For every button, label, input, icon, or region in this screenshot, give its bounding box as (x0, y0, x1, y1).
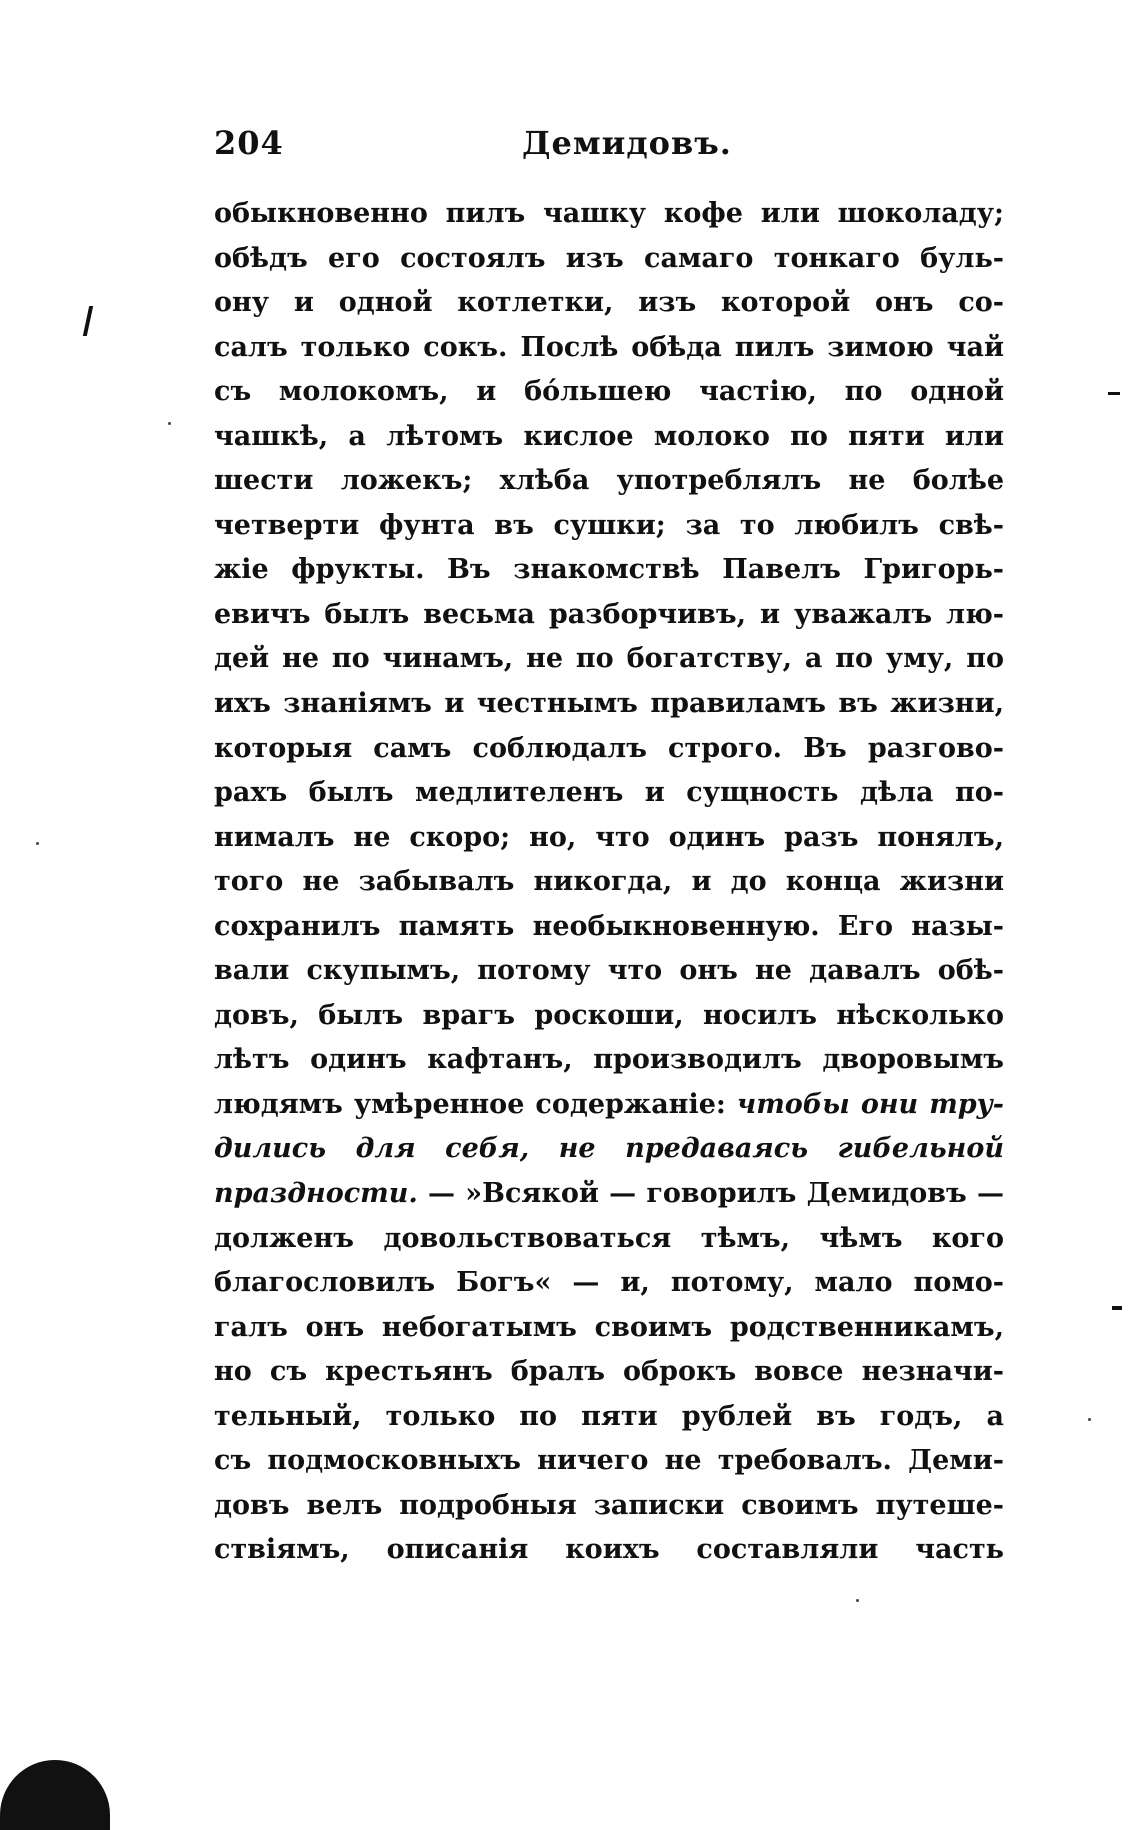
text-line: рахъ былъ медлителенъ и сущность дѣла по- (214, 777, 1004, 809)
text-line: съ молокомъ, и бóльшею частію, по одной (214, 376, 1004, 408)
text-line: жіе фрукты. Въ знакомствѣ Павелъ Григорь- (214, 554, 1004, 586)
text-line: довъ велъ подробныя записки своимъ путеше- (214, 1489, 1004, 1521)
text-line: галъ онъ небогатымъ своимъ родственникамъ, (214, 1311, 1004, 1343)
text-line: салъ только сокъ. Послѣ обѣда пилъ зимою чай (214, 331, 1004, 363)
text-line-mixed (214, 1083, 1004, 1128)
text-line: евичъ былъ весьма разборчивъ, и уважалъ лю- (214, 598, 1004, 630)
page-number: 204 (214, 124, 284, 162)
scan-speck (168, 422, 171, 425)
text-line: тельный, только по пяти рублей въ годъ, а (214, 1400, 1004, 1432)
text-line: дей не по чинамъ, не по богатству, а по уму, по (214, 643, 1004, 675)
scan-speck (1088, 1418, 1091, 1421)
text-segment: — »Всякой — говорилъ Демидовъ — (417, 1178, 1004, 1210)
text-line: долженъ довольствоваться тѣмъ, чѣмъ кого (214, 1222, 1004, 1254)
scan-corner-shadow (0, 1760, 110, 1830)
text-line: нималъ не скоро; но, что одинъ разъ понялъ, (214, 821, 1004, 853)
text-segment: людямъ умѣренное содержаніе: (214, 1088, 726, 1120)
body-text (214, 192, 1004, 1573)
text-line: шести ложекъ; хлѣба употреблялъ не болѣе (214, 465, 1004, 497)
margin-dash-mark (1108, 392, 1120, 395)
running-title: Демидовъ. (522, 124, 732, 162)
text-line-italic: дились для себя, не предаваясь гибельной (214, 1133, 1004, 1165)
text-line: обѣдъ его состоялъ изъ самаго тонкаго буль- (214, 242, 1004, 274)
scan-speck (856, 1599, 859, 1602)
text-line: того не забывалъ никогда, и до конца жизни (214, 866, 1004, 898)
text-line: сохранилъ память необыкновенную. Его назы- (214, 910, 1004, 942)
text-line-mixed (214, 1172, 1004, 1217)
italic-text-segment: чтобы они тру- (736, 1088, 1004, 1120)
text-line: съ подмосковныхъ ничего не требовалъ. Деми- (214, 1445, 1004, 1477)
scan-speck (36, 842, 39, 845)
text-line: ихъ знаніямъ и честнымъ правиламъ въ жизни, (214, 688, 1004, 720)
text-line: ствіямъ, описанія коихъ составляли часть (214, 1534, 1004, 1566)
page-header (214, 124, 1004, 172)
text-line: обыкновенно пилъ чашку кофе или шоколаду; (214, 198, 1004, 229)
text-line: которыя самъ соблюдалъ строго. Въ разгово- (214, 732, 1004, 764)
text-line: чашкѣ, а лѣтомъ кислое молоко по пяти или (214, 420, 1004, 452)
text-line: вали скупымъ, потому что онъ не давалъ обѣ- (214, 955, 1004, 987)
margin-pencil-mark (83, 306, 93, 336)
text-line: четверти фунта въ сушки; за то любилъ свѣ- (214, 509, 1004, 541)
text-line: лѣтъ одинъ кафтанъ, производилъ дворовымъ (214, 1044, 1004, 1076)
text-line: но съ крестьянъ бралъ оброкъ вовсе незначи- (214, 1356, 1004, 1388)
text-line: благословилъ Богъ« — и, потому, мало помо- (214, 1267, 1004, 1299)
margin-dash-mark (1112, 1306, 1122, 1310)
text-line: довъ, былъ врагъ роскоши, носилъ нѣсколько (214, 999, 1004, 1031)
italic-text-segment: праздности. (214, 1178, 418, 1210)
text-line: ону и одной котлетки, изъ которой онъ со- (214, 287, 1004, 319)
